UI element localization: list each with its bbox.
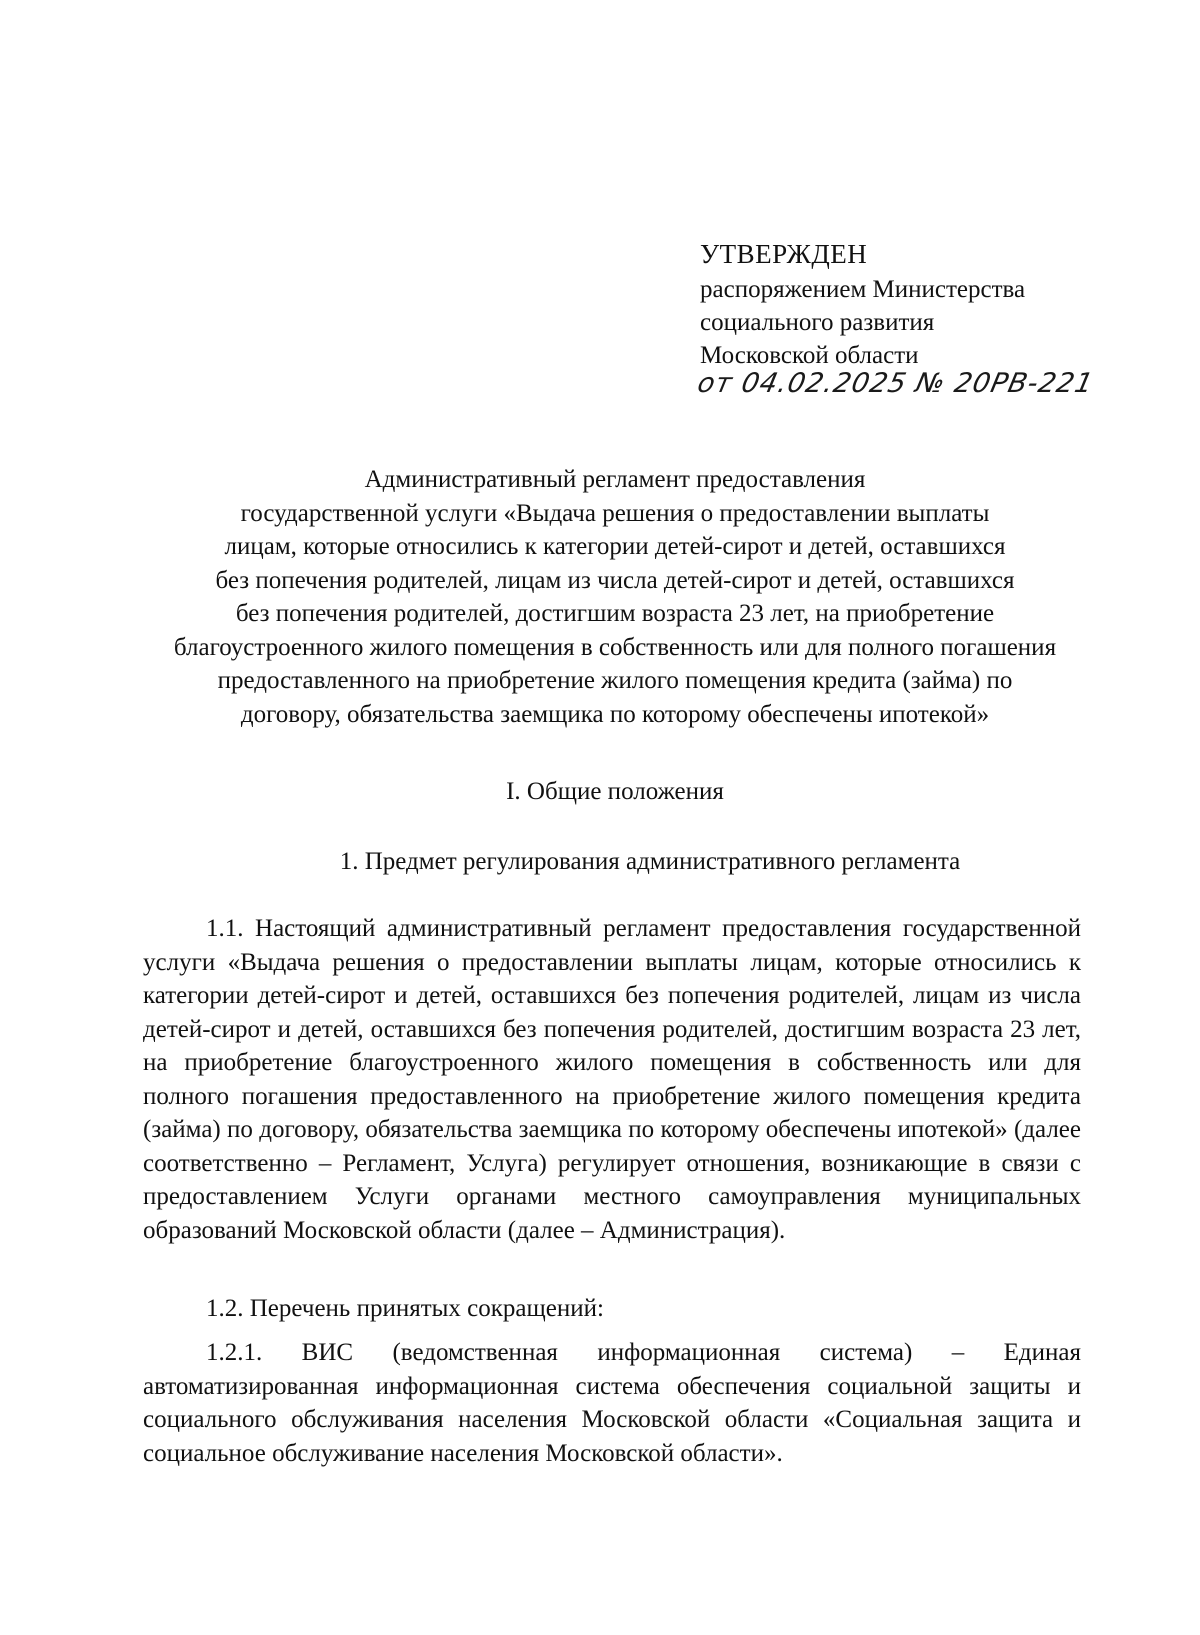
approval-line-2: социального развития <box>700 309 935 336</box>
title-line: без попечения родителей, лицам из числа детей-сирот и детей, оставшихся <box>215 566 1015 594</box>
document-title <box>140 463 1090 731</box>
title-line: Административный регламент предоставления <box>364 466 866 493</box>
paragraph-1-2: 1.2. Перечень принятых сокращений: <box>206 1295 604 1322</box>
title-line: благоустроенного жилого помещения в собственность или для полного погашения <box>173 633 1057 661</box>
handwritten-order-reference: от 04.02.2025 № 20РВ-221 <box>694 368 1097 399</box>
paragraph-1-1: 1.1. Настоящий административный регламент предоставления государственной услуги «Выдача решения о предоставлении выплаты лицам, которые относились к категории детей-сирот и детей, оставшихся без попечения родителей, лицам из числа детей-сирот и детей, оставшихся без попечения родителей, достигшим возраста 23 лет, на приобретение благоустроенного жилого помещения в собственность или для полного погашения предоставленного на приобретение жилого помещения кредита (займа) по договору, обязательства заемщика по которому обеспечены ипотекой» (далее соответственно – Регламент, Услуга) регулирует отношения, возникающие в связи с предоставлением Услуги органами местного самоуправления муниципальных образований Московской области (далее – Администрация). <box>143 915 1081 1244</box>
section-heading-subject: 1. Предмет регулирования административного регламента <box>339 848 961 875</box>
section-heading-general: I. Общие положения <box>506 778 724 805</box>
approval-line-1: распоряжением Министерства <box>700 276 1026 303</box>
title-line: без попечения родителей, достигшим возраста 23 лет, на приобретение <box>235 600 995 627</box>
title-line: договору, обязательства заемщика по которому обеспечены ипотекой» <box>240 700 990 728</box>
paragraph-1-2-1: 1.2.1. ВИС (ведомственная информационная система) – Единая автоматизированная информационная система обеспечения социальной защиты и социального обслуживания населения Московской области «Социальная защита и социальное обслуживание населения Московской области». <box>143 1339 1081 1467</box>
approval-line-3: Московской области <box>700 342 919 369</box>
title-line: лицам, которые относились к категории детей-сирот и детей, оставшихся <box>224 533 1006 560</box>
approval-title: УТВЕРЖДЕН <box>700 239 868 269</box>
title-line: государственной услуги «Выдача решения о предоставлении выплаты <box>240 499 990 527</box>
approval-block <box>694 238 1140 400</box>
title-line: предоставленного на приобретение жилого помещения кредита (займа) по <box>217 667 1013 694</box>
